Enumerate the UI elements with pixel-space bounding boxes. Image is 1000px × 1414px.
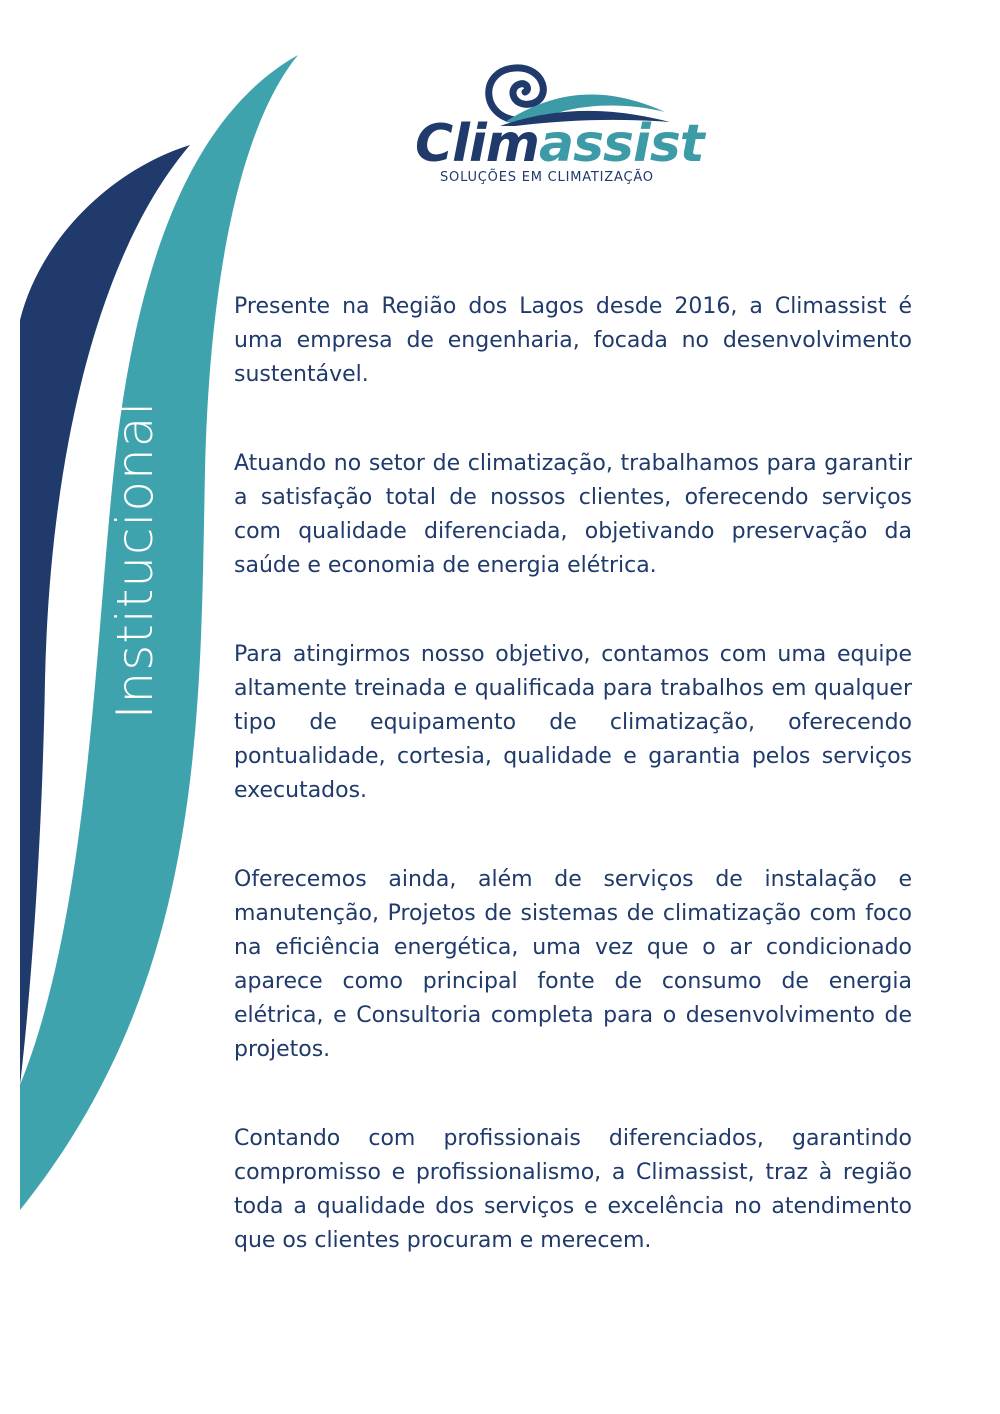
brand-name [415, 116, 704, 172]
brand-tagline: SOLUÇÕES EM CLIMATIZAÇÃO [440, 170, 654, 185]
brand-name-part1: Clim [415, 114, 539, 174]
brand-name-part2: assist [539, 114, 704, 174]
side-title: Institucional [106, 400, 164, 720]
paragraph-2: Atuando no setor de climatização, trabalhamos para garantir a satisfação total de nossos clientes, oferecendo serviços com qualidade diferenciada, objetivando preservação da saúde e economia de energia elétrica. [234, 451, 912, 578]
climassist-logo [405, 60, 705, 190]
institutional-text [234, 290, 912, 1313]
paragraph-4: Oferecemos ainda, além de serviços de instalação e manutenção, Projetos de sistemas de climatização com foco na eficiência energética, uma vez que o ar condicionado aparece como principal fonte de consumo de energia elétrica, e Consultoria completa para o desenvolvimento de projetos. [234, 867, 912, 1062]
paragraph-5: Contando com profissionais diferenciados, garantindo compromisso e profissionalismo, a Climassist, traz à região toda a qualidade dos serviços e excelência no atendimento que os clientes procuram e merecem. [234, 1126, 912, 1253]
paragraph-3: Para atingirmos nosso objetivo, contamos com uma equipe altamente treinada e qualificada para trabalhos em qualquer tipo de equipamento de climatização, oferecendo pontualidade, cortesia, qualidade e garantia pelos serviços executados. [234, 642, 912, 803]
paragraph-1: Presente na Região dos Lagos desde 2016, a Climassist é uma empresa de engenharia, focada no desenvolvimento sustentável. [234, 294, 912, 387]
